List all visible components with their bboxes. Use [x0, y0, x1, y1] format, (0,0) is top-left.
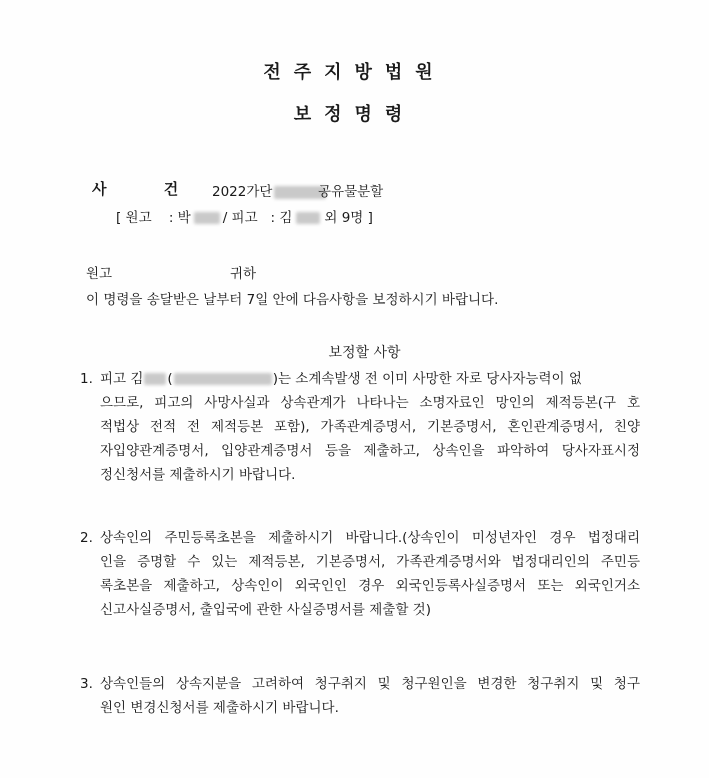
defendant-extra: 외 9명 ] — [324, 210, 373, 226]
case-number-text: 2022가단 — [212, 184, 273, 200]
item-line: 신고사실증명서, 출입국에 관한 사실증명서를 제출할 것) — [100, 602, 431, 618]
plaintiff-label: [ 원고 — [116, 210, 152, 226]
item-line: 록초본을 제출하고, 상속인이 외국인인 경우 외국인등록사실증명서 또는 외국인거소 — [100, 578, 640, 594]
item-line: 정신청서를 제출하시기 바랍니다. — [100, 467, 296, 483]
document-title: 보정명령 — [293, 104, 416, 125]
case-number — [212, 180, 326, 200]
recipient-label: 원고 — [86, 266, 113, 282]
item-line: 적법상 전적 전 제적등본 포함), 가족관계증명서, 기본증명서, 혼인관계증명서, 친양 — [100, 419, 640, 435]
recipient-honorific: 귀하 — [230, 266, 257, 282]
instruction-text: 이 명령을 송달받은 날부터 7일 안에 다음사항을 보정하시기 바랍니다. — [86, 292, 499, 308]
case-label: 사 건 — [92, 180, 205, 198]
section-heading: 보정할 사항 — [328, 345, 401, 361]
item-line: 상속인의 주민등록초본을 제출하시기 바랍니다.(상속인이 미성년자인 경우 법정대리 — [100, 530, 640, 546]
item-line: 상속인들의 상속지분을 고려하여 청구취지 및 청구원인을 변경한 청구취지 및 청구 — [100, 676, 640, 692]
plaintiff-name: : 박 — [168, 210, 191, 226]
item-line-text: 피고 김 — [100, 371, 144, 387]
case-name: 공유물분할 — [318, 184, 384, 200]
item-number: 3. — [80, 676, 93, 692]
defendant-label: / 피고 — [222, 210, 258, 226]
item-line: 원인 변경신청서를 제출하시기 바랍니다. — [100, 700, 339, 716]
item-number: 2. — [80, 530, 93, 546]
redaction-plaintiff — [194, 212, 220, 224]
correction-item-1 — [80, 367, 640, 487]
item-line: 으므로, 피고의 사망사실과 상속관계가 나타나는 소명자료인 망인의 제적등본(구 호 — [100, 395, 640, 411]
item-line-text: )는 소계속발생 전 이미 사망한 자로 당사자능력이 없 — [272, 371, 582, 387]
redaction-defendant-name — [144, 373, 166, 385]
correction-item-2 — [80, 526, 640, 622]
redaction-resident-number — [174, 373, 272, 385]
item-number: 1. — [80, 371, 93, 387]
item-line: 자입양관계증명서, 입양관계증명서 등을 제출하고, 상속인을 파악하여 당사자표시정 — [100, 443, 640, 459]
correction-item-3 — [80, 672, 640, 720]
court-name: 전주지방법원 — [263, 62, 446, 83]
item-line — [80, 367, 640, 391]
case-parties — [116, 206, 373, 226]
defendant-name: : 김 — [270, 210, 293, 226]
item-line-text: ( — [167, 371, 173, 387]
redaction-defendant — [296, 212, 320, 224]
item-line: 인을 증명할 수 있는 제적등본, 기본증명서, 가족관계증명서와 법정대리인의 주민등 — [100, 554, 640, 570]
